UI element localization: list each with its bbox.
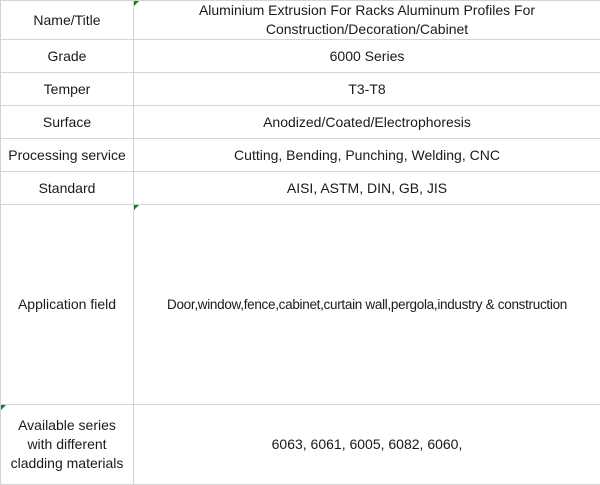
comment-marker-icon (134, 1, 139, 6)
comment-marker-icon (1, 405, 6, 410)
row-value: Door,window,fence,cabinet,curtain wall,pergola,industry & construction (167, 297, 567, 312)
row-value: 6063, 6061, 6005, 6082, 6060, (272, 436, 463, 452)
row-value: Anodized/Coated/Electrophoresis (263, 114, 471, 130)
row-value: T3-T8 (348, 81, 385, 97)
label-cell (1, 139, 134, 172)
label-cell (1, 106, 134, 139)
value-cell (134, 106, 600, 139)
table-row (1, 172, 600, 205)
row-value: Aluminium Extrusion For Racks Aluminum Profiles For Construction/Decoration/Cabinet (136, 1, 598, 39)
label-cell (1, 172, 134, 205)
row-label: Grade (48, 48, 87, 64)
row-label: Processing service (8, 147, 126, 163)
value-cell (134, 73, 600, 106)
label-cell (1, 405, 134, 485)
value-cell (134, 139, 600, 172)
label-cell (1, 73, 134, 106)
table-row (1, 139, 600, 172)
table-row (1, 405, 600, 485)
value-cell (134, 405, 600, 485)
row-label: Standard (39, 180, 96, 196)
row-label: Name/Title (33, 12, 100, 28)
row-label: Application field (18, 296, 116, 312)
value-cell (134, 1, 600, 40)
comment-marker-icon (134, 205, 139, 210)
value-cell (134, 205, 600, 405)
label-cell (1, 1, 134, 40)
row-label: Available series with different cladding materials (3, 416, 131, 473)
value-cell (134, 172, 600, 205)
table-row (1, 1, 600, 40)
row-value: 6000 Series (330, 48, 405, 64)
table-row (1, 106, 600, 139)
label-cell (1, 40, 134, 73)
row-label: Surface (43, 114, 91, 130)
table-row (1, 73, 600, 106)
row-value: Cutting, Bending, Punching, Welding, CNC (234, 147, 500, 163)
value-cell (134, 40, 600, 73)
row-value: AISI, ASTM, DIN, GB, JIS (287, 180, 447, 196)
label-cell (1, 205, 134, 405)
row-label: Temper (44, 81, 91, 97)
table-row (1, 40, 600, 73)
table-row (1, 205, 600, 405)
